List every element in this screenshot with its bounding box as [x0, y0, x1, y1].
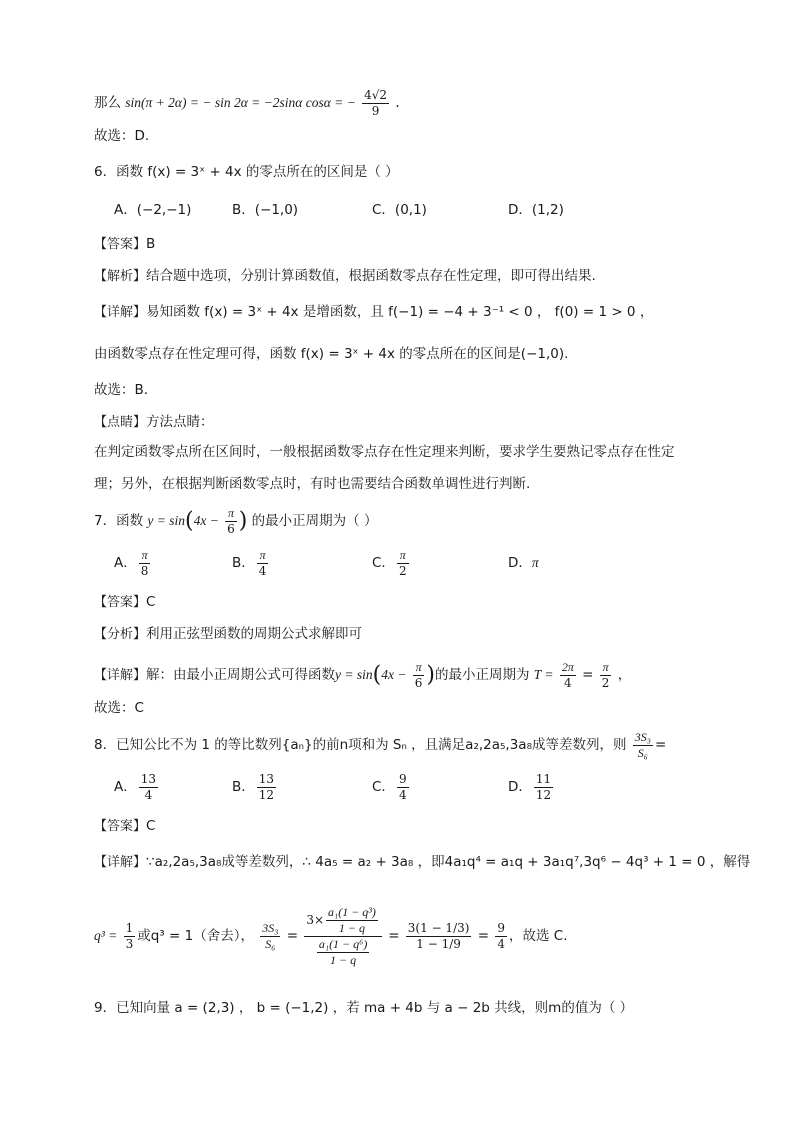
q8-option-b: B． $\frac{13}{12}$: [232, 772, 275, 802]
q7-stem: 7．函数 y = sin(4x − $\frac{\pi}{6}$ ) 的最小正周期为（ ）: [94, 506, 378, 536]
q7-option-a: A． $\frac{\pi}{8}$: [114, 548, 149, 578]
q8-answer: 【答案】C: [94, 818, 156, 834]
q6-choose: 故选：B.: [94, 382, 149, 398]
q7-analysis: 【分析】利用正弦型函数的周期公式求解即可: [94, 626, 363, 642]
q6-option-d: D．(1,2): [508, 202, 564, 218]
q8-stem: 8．已知公比不为 1 的等比数列{aₙ}的前n项和为 Sₙ ，且满足a₂,2a₅,3a₈成等差数列，则 $\frac{\text{3S₃}}{\text{S₆}}$ =: [94, 730, 667, 760]
prev-line: 那么 sin(π + 2α) = − sin 2α = −2sinα cosα = − $\frac{4√2}{9}$ .: [94, 88, 400, 118]
q8-option-a: A． $\frac{13}{4}$: [114, 772, 157, 802]
q8-detail: 【详解】∵a₂,2a₅,3a₈成等差数列，∴ 4a₅ = a₂ + 3a₈ ，即4a₁q⁴ = a₁q + 3a₁q⁷,3q⁶ − 4q³ + 1 = 0 ，解得: [94, 854, 751, 870]
q7-answer: 【答案】C: [94, 594, 156, 610]
q6-detail-2: 由函数零点存在性定理可得，函数 f(x) = 3ˣ + 4x 的零点所在的区间是(−1,0).: [94, 346, 569, 362]
q6-answer: 【答案】B: [94, 236, 156, 252]
q8-option-c: C． $\frac{9}{4}$: [372, 772, 407, 802]
q7-detail: 【详解】解：由最小正周期公式可得函数y = sin(4x − $\frac{\pi}{6}$ )的最小正周期为 T = $\frac{2\pi}{4}$ = $\frac{\pi}{2}$ ，: [94, 660, 632, 690]
q9-stem: 9．已知向量 a = (2,3) ， b = (−1,2) ，若 ma + 4b 与 a − 2b 共线，则m的值为（ ）: [94, 1000, 634, 1016]
fraction: $\frac{4√2}{9}$: [364, 88, 388, 118]
q8-option-d: D． $\frac{11}{12}$: [508, 772, 552, 802]
q7-option-c: C． $\frac{\pi}{2}$: [372, 548, 407, 578]
q6-option-b: B．(−1,0): [232, 202, 299, 218]
q6-option-a: A．(−2,−1): [114, 202, 192, 218]
q6-stem: 6．函数 f(x) = 3ˣ + 4x 的零点所在的区间是（ ）: [94, 164, 399, 180]
big-fraction: 3× $\frac{\text{a₁(1 − q³)}}{1 - q}$ $\frac{\text{a₁(1 − q⁶)}}{1 - q}$: [304, 905, 382, 968]
q8-solution: q³ = $\frac{1}{3}$ 或q³ = 1（舍去）， $\frac{\text{3S₃}}{\text{S₆}}$ = 3× $\frac{\text{a₁(1 − q³)}}{1 - q}$ $\frac{\text{a₁(1 − q⁶)}}{1 - q}$ = $\frac{3(1 - 1/3)}{1 - 1/9}$ = $\frac{9}{4}$ ，故选 C.: [94, 905, 568, 967]
q6-comment: 【点睛】方法点睛：: [94, 414, 214, 430]
fraction: $\frac{\pi}{6}$: [227, 506, 235, 536]
q6-option-c: C．(0,1): [372, 202, 427, 218]
q6-analysis: 【解析】结合题中选项，分别计算函数值，根据函数零点存在性定理，即可得出结果.: [94, 268, 596, 284]
q6-comment-1: 在判定函数零点所在区间时，一般根据函数零点存在性定理来判断，要求学生要熟记零点存在性定: [94, 444, 675, 460]
q7-option-d: D．π: [508, 555, 539, 571]
q7-option-b: B． $\frac{\pi}{4}$: [232, 548, 267, 578]
q7-choose: 故选：C: [94, 700, 144, 716]
prev-answer: 故选：D.: [94, 128, 150, 144]
q6-comment-2: 理；另外，在根据判断函数零点时，有时也需要结合函数单调性进行判断.: [94, 476, 531, 492]
q6-detail: 【详解】易知函数 f(x) = 3ˣ + 4x 是增函数，且 f(−1) = −4 + 3⁻¹ < 0 ， f(0) = 1 > 0 ，: [94, 304, 654, 320]
